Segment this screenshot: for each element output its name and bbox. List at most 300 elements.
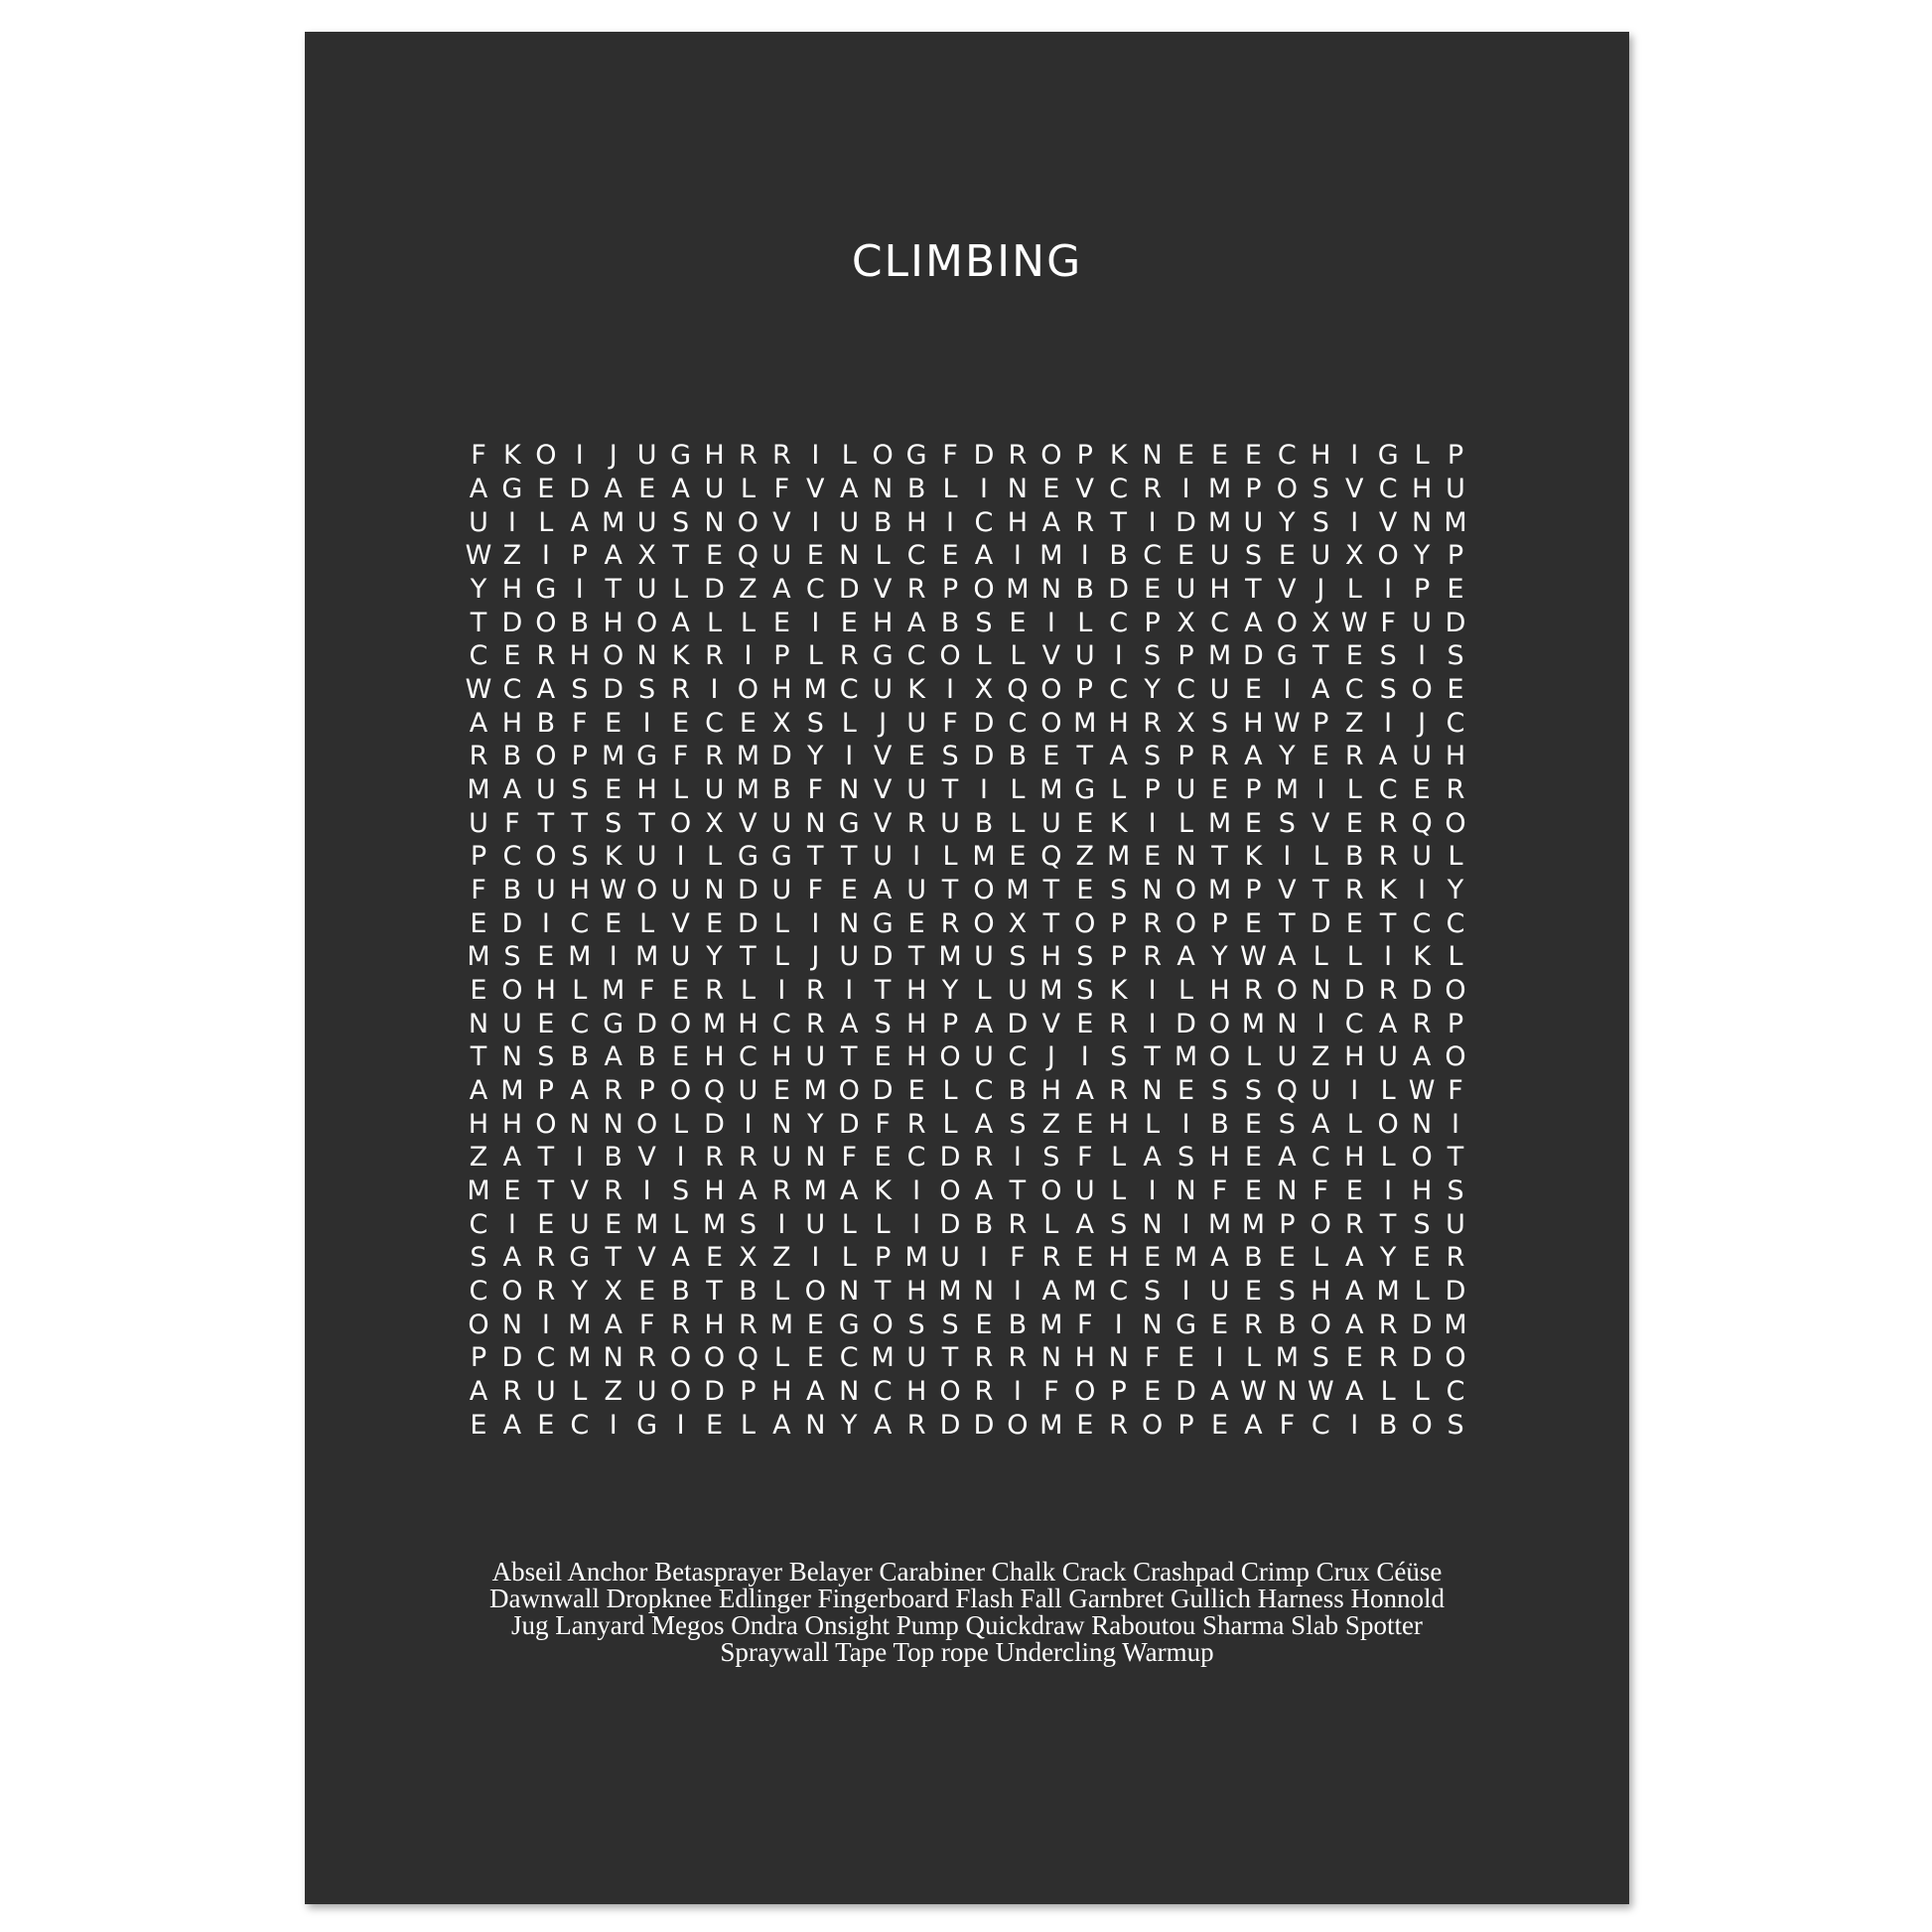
grid-letter: A <box>671 1242 690 1274</box>
grid-letter: C <box>469 1275 488 1307</box>
grid-letter: N <box>1277 1375 1298 1407</box>
grid-letter: I <box>609 1409 618 1441</box>
grid-letter: D <box>704 1108 725 1140</box>
grid-letter: O <box>1174 907 1197 939</box>
grid-letter: D <box>939 1142 961 1173</box>
grid-letter: L <box>841 1242 857 1274</box>
grid-letter: M <box>1207 1208 1232 1240</box>
grid-letter: O <box>939 1041 961 1073</box>
grid-letter: O <box>535 1108 557 1140</box>
grid-letter: L <box>1178 974 1194 1006</box>
grid-letter: B <box>1244 1242 1263 1274</box>
grid-letter: T <box>672 540 689 572</box>
grid-letter: E <box>1244 1275 1262 1307</box>
grid-letter: L <box>1346 941 1362 973</box>
grid-letter: P <box>470 841 487 873</box>
grid-letter: H <box>905 1275 927 1307</box>
grid-letter: O <box>1411 673 1433 705</box>
grid-letter: X <box>974 673 994 705</box>
grid-letter: S <box>1413 1208 1431 1240</box>
grid-letter: C <box>1446 1375 1465 1407</box>
grid-letter: E <box>1278 1242 1296 1274</box>
grid-letter: U <box>1175 573 1196 605</box>
grid-letter: I <box>1013 1142 1022 1173</box>
grid-letter: C <box>1008 707 1028 739</box>
grid-letter: P <box>1177 640 1194 672</box>
grid-letter: A <box>1244 1409 1263 1441</box>
grid-letter: O <box>1377 1108 1399 1140</box>
grid-letter: S <box>605 807 622 839</box>
grid-letter: O <box>603 640 624 672</box>
grid-letter: L <box>740 607 756 638</box>
grid-letter: H <box>501 1108 523 1140</box>
grid-letter: H <box>1007 506 1029 538</box>
grid-letter: J <box>1418 707 1427 739</box>
grid-letter: R <box>536 640 556 672</box>
grid-letter: N <box>1175 841 1196 873</box>
grid-letter: I <box>912 841 921 873</box>
grid-letter: C <box>1311 1409 1330 1441</box>
grid-letter: V <box>739 807 758 839</box>
grid-letter: R <box>1378 841 1398 873</box>
grid-letter: A <box>604 540 622 572</box>
poster <box>305 32 1629 1904</box>
letter-grid <box>462 439 1472 1442</box>
grid-letter: H <box>603 607 623 638</box>
grid-letter: D <box>501 607 523 638</box>
grid-letter: P <box>1076 673 1093 705</box>
grid-letter: T <box>1042 907 1060 939</box>
grid-letter: I <box>1384 707 1393 739</box>
grid-letter: M <box>702 1008 727 1039</box>
grid-letter: E <box>537 1208 555 1240</box>
grid-letter: G <box>838 1309 860 1340</box>
grid-letter: I <box>642 707 651 739</box>
grid-letter: N <box>636 640 657 672</box>
grid-letter: S <box>1244 540 1262 572</box>
grid-letter: E <box>672 974 690 1006</box>
grid-letter: M <box>1073 1275 1097 1307</box>
grid-letter: W <box>1240 1375 1267 1407</box>
grid-letter: C <box>839 673 859 705</box>
grid-letter: C <box>805 573 825 605</box>
grid-letter: F <box>942 707 958 739</box>
grid-letter: V <box>637 1242 656 1274</box>
grid-letter: O <box>1276 974 1298 1006</box>
word-list-line: Abseil Anchor Betasprayer Belayer Carabiner Chalk Crack Crashpad Crimp Crux Céüse <box>491 1557 1443 1587</box>
grid-letter: M <box>1241 1208 1266 1240</box>
grid-letter: H <box>704 1309 725 1340</box>
grid-letter: E <box>672 1041 690 1073</box>
grid-letter: W <box>1240 941 1267 973</box>
grid-letter: S <box>1110 1041 1128 1073</box>
grid-letter: E <box>1311 741 1329 772</box>
grid-letter: C <box>906 640 926 672</box>
grid-letter: L <box>807 640 823 672</box>
grid-letter: S <box>1076 974 1094 1006</box>
grid-letter: M <box>803 1174 827 1206</box>
grid-letter: U <box>1175 773 1196 805</box>
grid-letter: S <box>1379 640 1397 672</box>
grid-letter: O <box>669 1375 692 1407</box>
grid-letter: U <box>1412 741 1432 772</box>
grid-letter: E <box>1076 874 1094 905</box>
grid-letter: G <box>1175 1309 1197 1340</box>
grid-letter: M <box>568 941 592 973</box>
grid-letter: U <box>1209 540 1230 572</box>
grid-letter: M <box>467 941 490 973</box>
grid-letter: Y <box>571 1275 588 1307</box>
grid-letter: P <box>1447 540 1464 572</box>
grid-letter: R <box>502 1375 522 1407</box>
grid-letter: O <box>669 807 692 839</box>
grid-letter: F <box>1010 1242 1026 1274</box>
grid-letter: T <box>706 1275 723 1307</box>
grid-letter: X <box>1344 540 1364 572</box>
grid-letter: H <box>1344 1142 1365 1173</box>
grid-letter: H <box>1108 1242 1129 1274</box>
grid-letter: S <box>671 506 690 538</box>
grid-letter: O <box>973 573 995 605</box>
grid-letter: X <box>1008 907 1028 939</box>
grid-letter: I <box>912 1174 921 1206</box>
grid-letter: D <box>973 1409 995 1441</box>
grid-letter: I <box>1181 1275 1190 1307</box>
grid-letter: W <box>465 540 492 572</box>
grid-letter: V <box>637 1142 656 1173</box>
grid-letter: L <box>740 974 756 1006</box>
grid-letter: N <box>839 1375 860 1407</box>
grid-letter: B <box>1210 1108 1229 1140</box>
grid-letter: C <box>1446 707 1465 739</box>
grid-letter: F <box>1043 1375 1059 1407</box>
grid-letter: P <box>740 1375 757 1407</box>
grid-letter: L <box>740 1409 756 1441</box>
grid-letter: S <box>941 741 959 772</box>
grid-letter: I <box>1013 540 1022 572</box>
grid-letter: I <box>1080 540 1089 572</box>
grid-letter: C <box>1008 1041 1028 1073</box>
grid-letter: E <box>1210 440 1229 472</box>
grid-letter: E <box>605 907 622 939</box>
grid-letter: L <box>1312 1242 1328 1274</box>
grid-letter: E <box>1345 907 1363 939</box>
grid-letter: W <box>465 673 492 705</box>
grid-letter: O <box>804 1275 826 1307</box>
grid-letter: A <box>1176 941 1195 973</box>
grid-letter: Z <box>502 540 522 572</box>
grid-letter: U <box>771 1142 792 1173</box>
grid-letter: N <box>1142 1309 1163 1340</box>
grid-letter: E <box>1345 640 1363 672</box>
grid-letter: M <box>634 941 659 973</box>
grid-letter: N <box>468 1008 489 1039</box>
grid-letter: O <box>1040 707 1062 739</box>
grid-letter: X <box>604 1275 622 1307</box>
grid-letter: B <box>1278 1309 1297 1340</box>
grid-letter: T <box>874 974 892 1006</box>
grid-letter: P <box>875 1242 892 1274</box>
grid-letter: U <box>839 506 860 538</box>
grid-letter: Z <box>604 1375 622 1407</box>
grid-letter: Z <box>1041 1108 1061 1140</box>
grid-letter: E <box>537 941 555 973</box>
grid-letter: I <box>811 907 820 939</box>
grid-letter: C <box>738 1041 758 1073</box>
grid-letter: C <box>536 1342 556 1374</box>
grid-letter: R <box>1143 907 1162 939</box>
grid-letter: O <box>669 1074 692 1106</box>
grid-letter: H <box>1209 573 1230 605</box>
grid-letter: G <box>770 841 792 873</box>
grid-letter: F <box>875 1108 891 1140</box>
grid-letter: R <box>1412 1008 1432 1039</box>
grid-letter: R <box>1344 1208 1364 1240</box>
grid-letter: A <box>671 607 690 638</box>
grid-letter: N <box>1040 573 1061 605</box>
grid-letter: A <box>873 874 893 905</box>
grid-letter: V <box>1311 807 1330 839</box>
grid-letter: T <box>1312 640 1329 672</box>
grid-letter: H <box>1108 707 1129 739</box>
grid-letter: I <box>811 506 820 538</box>
grid-letter: R <box>974 1142 994 1173</box>
grid-letter: D <box>569 473 591 504</box>
grid-letter: A <box>1210 1375 1229 1407</box>
grid-letter: S <box>1311 1342 1329 1374</box>
grid-letter: U <box>1074 640 1095 672</box>
grid-letter: A <box>469 707 488 739</box>
grid-letter: C <box>974 506 994 538</box>
grid-letter: T <box>1379 1208 1397 1240</box>
grid-letter: D <box>704 1375 725 1407</box>
grid-letter: A <box>772 573 791 605</box>
grid-letter: S <box>1076 941 1094 973</box>
grid-letter: A <box>502 1242 522 1274</box>
grid-letter: P <box>1312 707 1329 739</box>
grid-letter: T <box>470 1041 487 1073</box>
grid-letter: C <box>1143 540 1163 572</box>
grid-letter: E <box>1210 1309 1229 1340</box>
grid-letter: O <box>1377 540 1399 572</box>
grid-letter: E <box>537 1409 555 1441</box>
grid-letter: V <box>570 1174 589 1206</box>
grid-letter: E <box>1413 1242 1431 1274</box>
grid-letter: T <box>874 1275 892 1307</box>
grid-letter: O <box>535 741 557 772</box>
grid-letter: F <box>807 773 824 805</box>
grid-letter: M <box>500 1074 524 1106</box>
grid-letter: M <box>602 741 625 772</box>
grid-letter: I <box>1384 573 1393 605</box>
grid-letter: D <box>872 941 894 973</box>
grid-letter: L <box>942 1074 958 1106</box>
grid-letter: U <box>940 807 960 839</box>
grid-letter: T <box>1379 907 1397 939</box>
grid-letter: P <box>571 741 588 772</box>
grid-letter: M <box>769 1309 793 1340</box>
grid-letter: I <box>1114 640 1123 672</box>
grid-letter: U <box>1277 1041 1298 1073</box>
grid-letter: O <box>1074 1375 1096 1407</box>
grid-letter: P <box>1177 741 1194 772</box>
grid-letter: O <box>1040 673 1062 705</box>
grid-letter: O <box>1411 1142 1433 1173</box>
grid-letter: M <box>1006 874 1030 905</box>
grid-letter: T <box>571 807 588 839</box>
grid-letter: S <box>1210 1074 1229 1106</box>
grid-letter: U <box>636 841 657 873</box>
grid-letter: H <box>1411 473 1433 504</box>
grid-letter: P <box>1110 1375 1127 1407</box>
grid-letter: U <box>636 1375 657 1407</box>
grid-letter: L <box>841 440 857 472</box>
grid-letter: R <box>1378 1342 1398 1374</box>
grid-letter: Y <box>840 1409 858 1441</box>
grid-letter: H <box>704 1041 725 1073</box>
grid-letter: C <box>570 1409 590 1441</box>
grid-letter: L <box>1380 1142 1396 1173</box>
grid-letter: A <box>502 1142 522 1173</box>
grid-letter: O <box>1310 1208 1331 1240</box>
grid-letter: S <box>975 607 993 638</box>
grid-letter: X <box>1176 707 1195 739</box>
grid-letter: E <box>470 974 487 1006</box>
grid-letter: M <box>1039 773 1063 805</box>
grid-letter: U <box>873 841 894 873</box>
grid-letter: E <box>1244 807 1262 839</box>
grid-letter: L <box>1010 640 1026 672</box>
grid-letter: Y <box>807 741 824 772</box>
grid-letter: X <box>705 807 724 839</box>
grid-letter: H <box>771 673 792 705</box>
grid-letter: U <box>535 1375 556 1407</box>
grid-letter: M <box>736 741 760 772</box>
grid-letter: U <box>469 506 488 538</box>
grid-letter: L <box>673 573 689 605</box>
grid-letter: C <box>1446 907 1465 939</box>
grid-letter: I <box>1148 974 1157 1006</box>
grid-letter: L <box>1077 607 1093 638</box>
grid-letter: F <box>807 874 824 905</box>
grid-letter: R <box>906 573 926 605</box>
grid-letter: E <box>907 1074 925 1106</box>
grid-letter: G <box>1276 640 1298 672</box>
grid-letter: M <box>1207 473 1232 504</box>
grid-letter: H <box>905 974 927 1006</box>
grid-letter: A <box>570 506 589 538</box>
grid-letter: I <box>1350 1409 1359 1441</box>
grid-letter: E <box>1244 440 1262 472</box>
grid-letter: O <box>737 673 759 705</box>
grid-letter: Y <box>1144 673 1161 705</box>
grid-letter: B <box>502 874 522 905</box>
grid-letter: I <box>1148 807 1157 839</box>
grid-letter: S <box>1447 1409 1464 1441</box>
grid-letter: S <box>1144 1275 1162 1307</box>
grid-letter: S <box>1176 1142 1195 1173</box>
grid-letter: R <box>974 1342 994 1374</box>
grid-letter: R <box>771 440 791 472</box>
grid-letter: D <box>1175 1008 1196 1039</box>
grid-letter: U <box>974 1041 994 1073</box>
grid-letter: U <box>771 874 792 905</box>
grid-letter: T <box>941 1342 959 1374</box>
grid-letter: W <box>1274 707 1301 739</box>
grid-letter: I <box>1046 607 1055 638</box>
grid-letter: M <box>1207 506 1232 538</box>
grid-letter: U <box>974 941 994 973</box>
grid-letter: N <box>1277 1008 1298 1039</box>
grid-letter: M <box>803 673 827 705</box>
grid-letter: O <box>737 506 759 538</box>
grid-letter: B <box>1378 1409 1398 1441</box>
grid-letter: M <box>702 1208 727 1240</box>
grid-letter: D <box>1175 506 1196 538</box>
grid-letter: I <box>507 1208 516 1240</box>
grid-letter: T <box>1312 874 1329 905</box>
grid-letter: A <box>469 473 488 504</box>
grid-letter: R <box>1378 1309 1398 1340</box>
grid-letter: I <box>1114 1309 1123 1340</box>
grid-letter: O <box>635 607 658 638</box>
grid-letter: G <box>569 1242 591 1274</box>
grid-letter: D <box>636 1008 658 1039</box>
grid-letter: E <box>1447 573 1464 605</box>
grid-letter: E <box>1345 1342 1363 1374</box>
grid-letter: D <box>738 874 759 905</box>
grid-letter: V <box>1344 473 1364 504</box>
grid-letter: S <box>537 1041 555 1073</box>
grid-letter: B <box>906 473 926 504</box>
grid-letter: I <box>912 1208 921 1240</box>
grid-letter: H <box>771 1041 792 1073</box>
grid-letter: O <box>635 874 658 905</box>
grid-letter: H <box>905 1008 927 1039</box>
grid-letter: O <box>939 1375 961 1407</box>
grid-letter: L <box>1245 1342 1261 1374</box>
grid-letter: D <box>1343 974 1365 1006</box>
grid-letter: E <box>705 1242 724 1274</box>
grid-letter: L <box>1010 807 1026 839</box>
grid-letter: I <box>676 1142 685 1173</box>
grid-letter: C <box>1378 473 1398 504</box>
grid-letter: S <box>1110 1208 1128 1240</box>
grid-letter: E <box>638 1275 656 1307</box>
grid-letter: I <box>1350 1074 1359 1106</box>
grid-letter: L <box>1145 1108 1161 1140</box>
grid-letter: N <box>771 1108 792 1140</box>
grid-letter: O <box>535 440 557 472</box>
grid-letter: U <box>1074 1174 1095 1206</box>
word-list-line: Dawnwall Dropknee Edlinger Fingerboard Flash Fall Garnbret Gullich Harness Honnold <box>488 1584 1446 1613</box>
grid-letter: G <box>737 841 759 873</box>
grid-letter: B <box>570 607 590 638</box>
grid-letter: I <box>1013 1275 1022 1307</box>
grid-letter: H <box>1411 1174 1433 1206</box>
grid-letter: E <box>1244 1174 1262 1206</box>
grid-letter: T <box>1110 506 1127 538</box>
grid-letter: M <box>803 1074 827 1106</box>
grid-letter: S <box>1244 1074 1262 1106</box>
grid-letter: O <box>939 1174 961 1206</box>
grid-letter: U <box>1446 1208 1465 1240</box>
grid-letter: N <box>603 1108 623 1140</box>
grid-letter: U <box>1311 540 1331 572</box>
grid-letter: C <box>502 673 522 705</box>
grid-letter: S <box>739 1208 757 1240</box>
grid-letter: S <box>1278 1275 1296 1307</box>
